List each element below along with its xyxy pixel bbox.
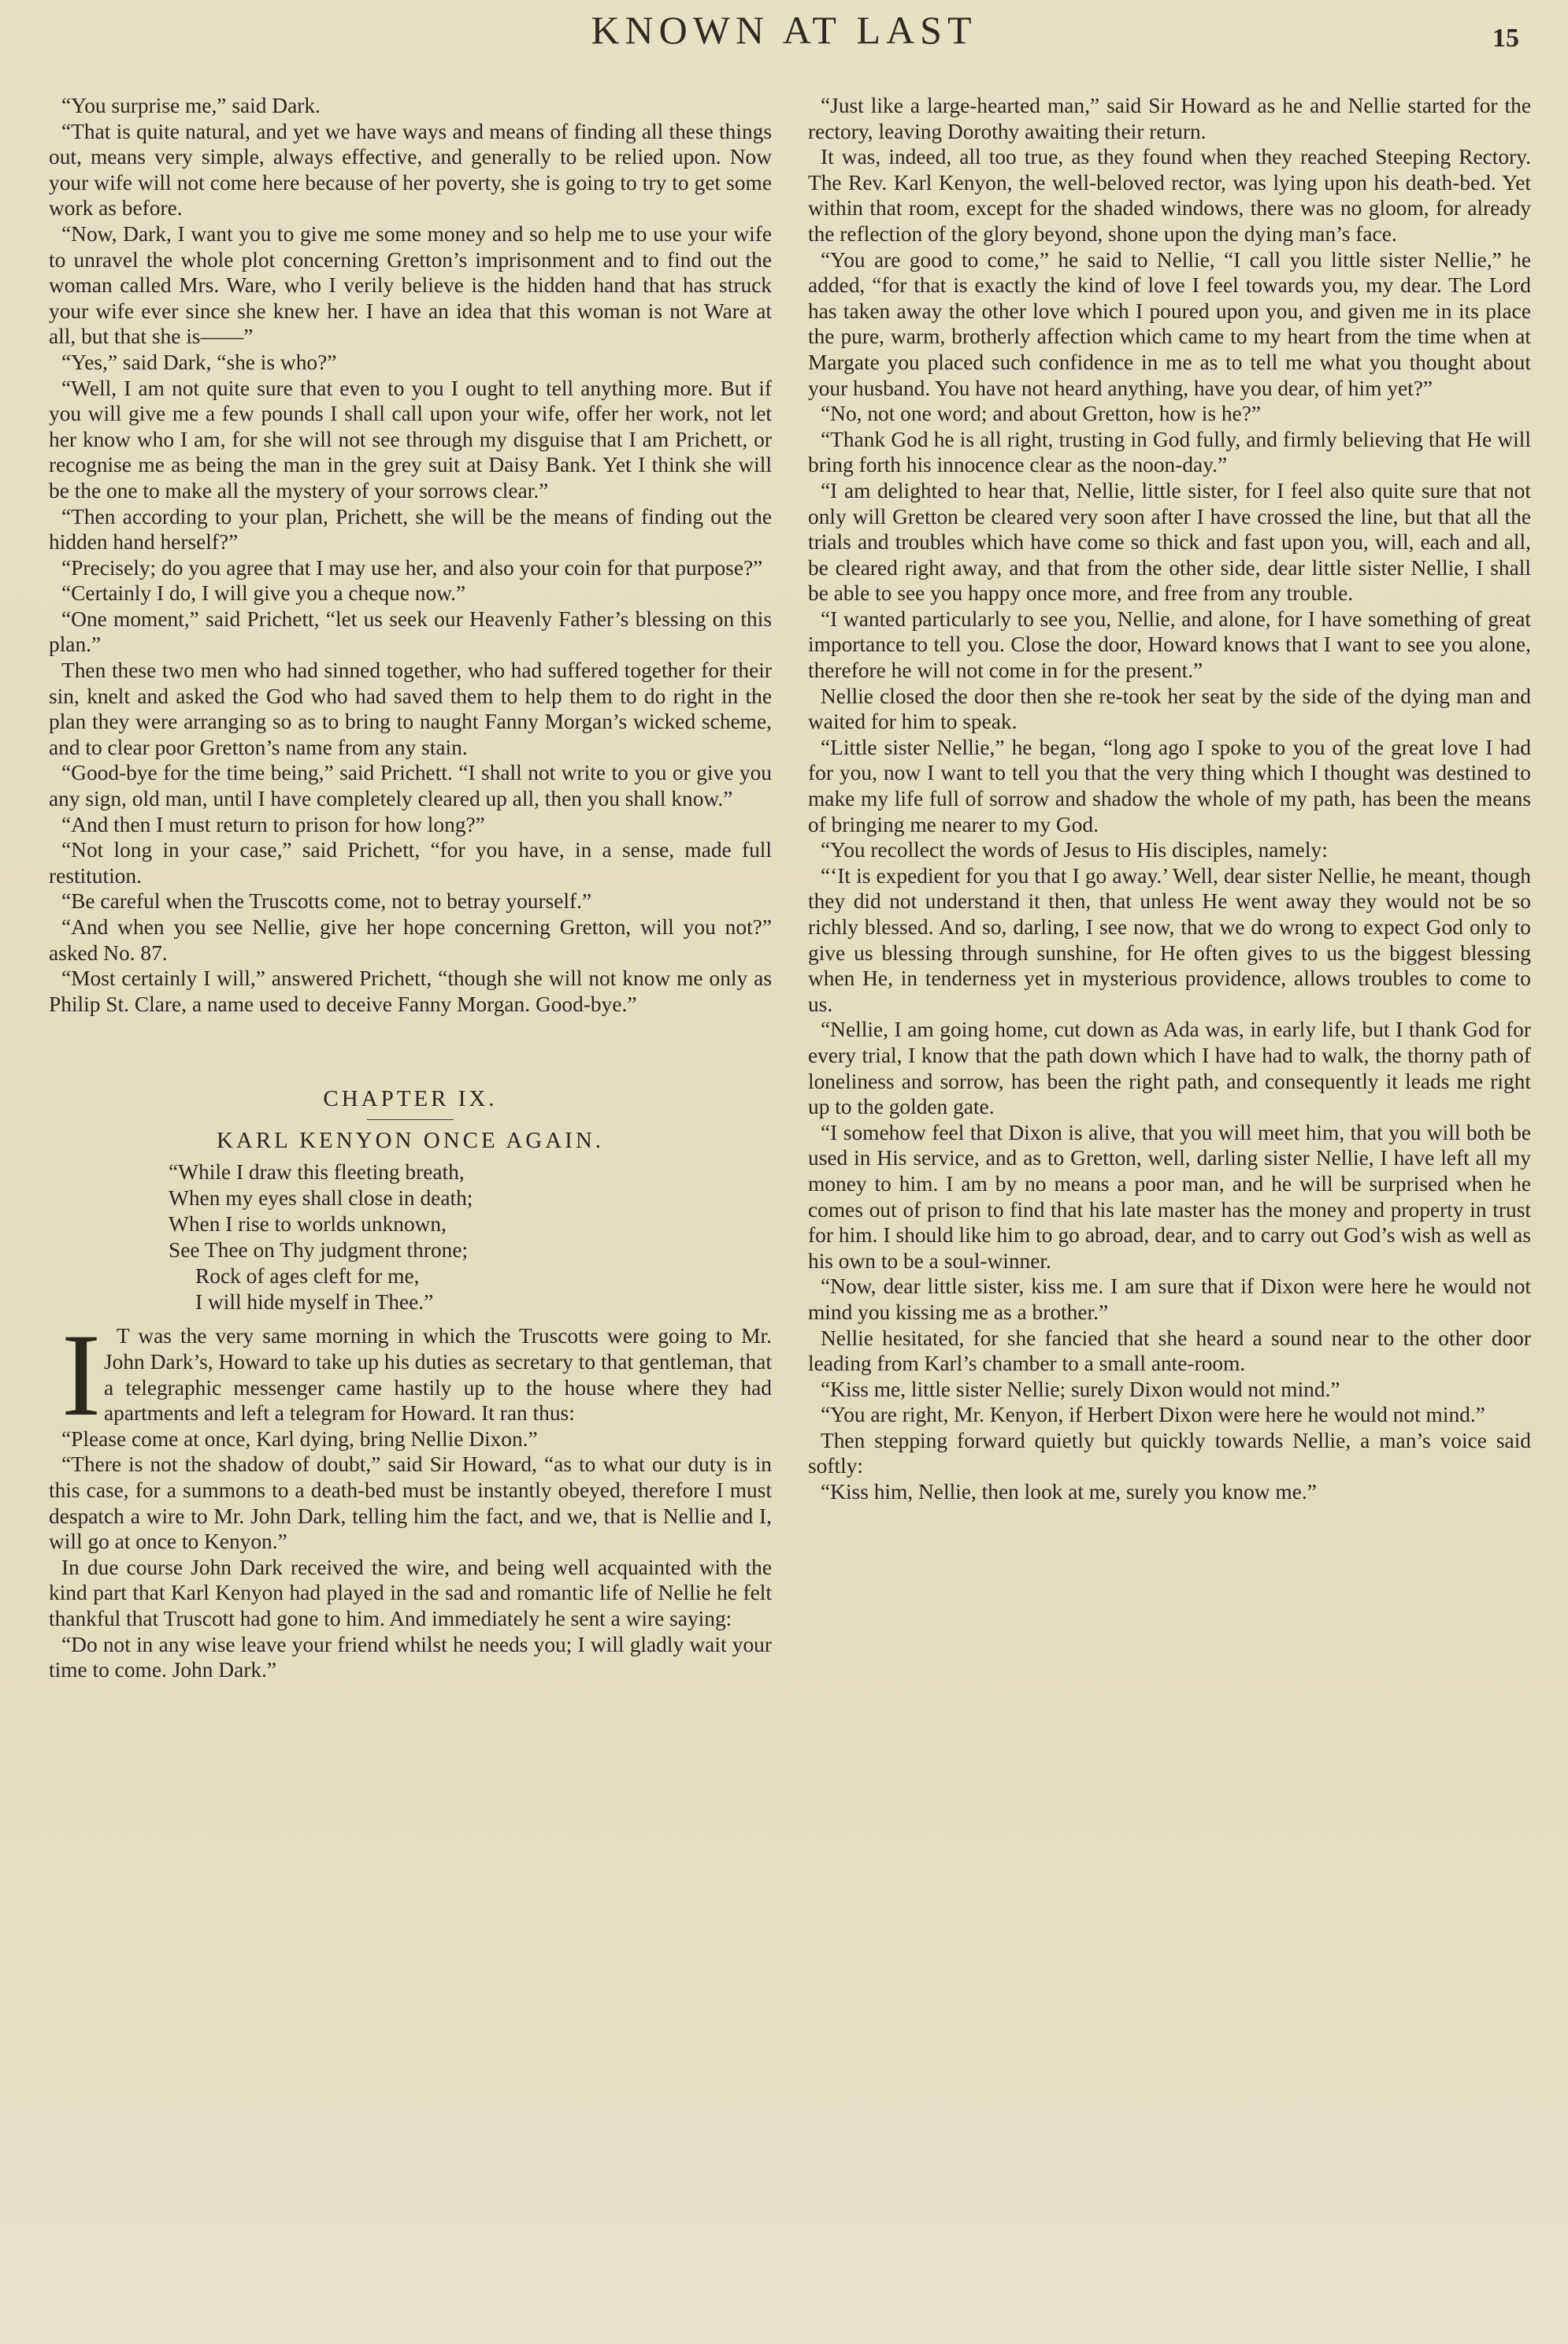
paragraph: In due course John Dark received the wire, and being well acquainted with the kind part that Karl Kenyon had played in the sad and romantic life of Nellie he felt thankful that Truscott had gone to him. And immediately he sent a wire saying: [49, 1555, 772, 1630]
page-number: 15 [1492, 24, 1519, 53]
paragraph: “You are good to come,” he said to Nellie, “I call you little sister Nellie,” he added, “for that is exactly the kind of love I feel towards you, my dear. The Lord has taken away the other love which I poured upon you, and given me in its place the pure, warm, brotherly affection which came to my heart from the time when at Margate you placed such confidence in me as to tell me what you thought about your husband. You have not heard anything, have you dear, of him yet?” [808, 247, 1531, 400]
paragraph: “Now, Dark, I want you to give me some money and so help me to use your wife to unravel the whole plot concerning Gretton’s imprisonment and to find out the woman called Mrs. Ware, who I verily believe is the hidden hand that has struck your wife ever since she knew her. I have an idea that this woman is not Ware at all, but that she is——” [49, 221, 772, 349]
paragraph: “Good-bye for the time being,” said Prichett. “I shall not write to you or give you any sign, old man, until I have completely cleared up all, then you shall know.” [49, 761, 772, 811]
paragraph: “One moment,” said Prichett, “let us seek our Heavenly Father’s blessing on this plan.” [49, 606, 772, 657]
paragraph: “You are right, Mr. Kenyon, if Herbert Dixon were here he would not mind.” [821, 1403, 1485, 1427]
chapter-heading [49, 1085, 772, 1155]
verse-line: See Thee on Thy judgment throne; [169, 1238, 469, 1263]
paragraph: “And when you see Nellie, give her hope concerning Gretton, will you not?” asked No. 87. [49, 915, 772, 965]
paragraph: “Little sister Nellie,” he began, “long ago I spoke to you of the great love I had for you, now I want to tell you that the very thing which I thought was destined to make my life full of sorrow and shadow the whole of my path, has been the means of bringing me nearer to my God. [808, 735, 1531, 836]
verse-line: I will hide myself in Thee.” [195, 1290, 434, 1315]
paragraph: “Certainly I do, I will give you a cheque now.” [61, 581, 466, 606]
paragraph: “Just like a large-hearted man,” said Sir Howard as he and Nellie started for the rectory, leaving Dorothy awaiting their return. [808, 94, 1531, 143]
paragraph: “There is not the shadow of doubt,” said Sir Howard, “as to what our duty is in this case, for a summons to a death-bed must be instantly obeyed, therefore I must despatch a wire to Mr. John Dark, telling him the fact, and we, that is Nellie and I, will go at once to Kenyon.” [49, 1452, 772, 1554]
paragraph: “‘It is expedient for you that I go away.’ Well, dear sister Nellie, he meant, though they did not understand it then, that unless He went away they would not be so richly blessed. And so, darling, I see now, that we do wrong to expect God only to give us blessing through sunshine, for He often gives to us the biggest blessing when He, in tenderness yet in mysterious providence, allows troubles to come to us. [808, 863, 1531, 1016]
left-column [49, 93, 772, 1683]
chapter-divider [367, 1119, 454, 1120]
verse-line: Rock of ages cleft for me, [195, 1264, 420, 1289]
paragraph: Nellie hesitated, for she fancied that she heard a sound near to the other door leading from Karl’s chamber to a small ante-room. [808, 1326, 1531, 1376]
paragraph: “I wanted particularly to see you, Nellie, and alone, for I have something of great importance to tell you. Close the door, Howard knows that I want to see you alone, therefore he will not come in for the present.” [808, 606, 1531, 683]
paragraph: “Then according to your plan, Prichett, she will be the means of finding out the hidden hand herself?” [49, 504, 772, 554]
paragraph: Then these two men who had sinned together, who had suffered together for their sin, knelt and asked the God who had saved them to help them to do right in the plan they were arranging so as to bring to naught Fanny Morgan’s wicked scheme, and to clear poor Gretton’s name from any stain. [49, 658, 772, 759]
paragraph: Then stepping forward quietly but quickly towards Nellie, a man’s voice said softly: [808, 1428, 1531, 1478]
paragraph: “Most certainly I will,” answered Prichett, “though she will not know me only as Philip St. Clare, a name used to deceive Fanny Morgan. Good-bye.” [49, 966, 772, 1016]
left-column-paragraphs [49, 93, 772, 1017]
paragraph: “You recollect the words of Jesus to His disciples, namely: [821, 838, 1328, 862]
paragraph: “Thank God he is all right, trusting in God fully, and firmly believing that He will bring forth his innocence clear as the noon-day.” [808, 427, 1531, 477]
paragraph: “Be careful when the Truscotts come, not to betray yourself.” [61, 889, 592, 914]
paragraph: “I am delighted to hear that, Nellie, little sister, for I feel also quite sure that not only will Gretton be cleared very soon after I have crossed the line, but that all the trials and troubles which have come so thick and fast upon you, will, each and all, be cleared right away, and that from the other side, dear little sister Nellie, I shall be able to see you happy once more, and free from any trouble. [808, 478, 1531, 606]
paragraph: “You surprise me,” said Dark. [61, 94, 321, 117]
chapter-epigraph-verse [169, 1159, 772, 1315]
paragraph: “No, not one word; and about Gretton, how is he?” [821, 402, 1262, 426]
right-column-paragraphs [808, 93, 1531, 1505]
paragraph: It was, indeed, all too true, as they found when they reached Steeping Rectory. The Rev. Karl Kenyon, the well-beloved rector, was lying upon his death-bed. Yet within that room, except for the shaded windows, there was no gloom, for already the reflection of the glory beyond, shone upon the dying man’s face. [808, 145, 1531, 246]
left-column-after-chapter [49, 1426, 772, 1683]
drop-cap-letter: I [61, 1310, 101, 1441]
paragraph: “Do not in any wise leave your friend whilst he needs you; I will gladly wait your time to come. John Dark.” [49, 1632, 772, 1682]
paragraph: “That is quite natural, and yet we have ways and means of finding all these things out, means very simple, always effective, and generally to be relied upon. Now your wife will not come here because of her poverty, she is going to try to get some work as before. [49, 119, 772, 221]
paragraph: Nellie closed the door then she re-took her seat by the side of the dying man and waited for him to speak. [808, 684, 1531, 734]
verse-line: When I rise to worlds unknown, [169, 1212, 447, 1237]
chapter-subtitle: KARL KENYON ONCE AGAIN. [216, 1128, 605, 1154]
paragraph: “I somehow feel that Dixon is alive, that you will meet him, that you will both be used in His service, and as to Gretton, well, darling sister Nellie, I have left all my money to him. I am by no means a poor man, and he will be surprised when he comes out of prison to find that his late master has the money and property in trust for him. I should like him to go abroad, dear, and to carry out God’s wish as well as his own to be a soul-winner. [808, 1120, 1531, 1273]
paragraph: “Well, I am not quite sure that even to you I ought to tell anything more. But if you will give me a few pounds I shall call upon your wife, offer her work, not let her know who I am, for she will not see through my disguise that I am Prichett, or recognise me as being the man in the grey suit at Daisy Bank. Yet I think she will be the one to make all the mystery of your sorrows clear.” [49, 376, 772, 503]
running-title: KNOWN AT LAST [591, 8, 977, 52]
verse-line: When my eyes shall close in death; [169, 1186, 473, 1211]
paragraph: “Please come at once, Karl dying, bring Nellie Dixon.” [61, 1426, 538, 1451]
paragraph: “And then I must return to prison for how long?” [61, 812, 485, 836]
paragraph: “Precisely; do you agree that I may use her, and also your coin for that purpose?” [61, 555, 763, 580]
paragraph: “Now, dear little sister, kiss me. I am sure that if Dixon were here he would not mind you kissing me as a brother.” [808, 1274, 1531, 1324]
paragraph: “Nellie, I am going home, cut down as Ada was, in early life, but I thank God for every trial, I know that the path down which I have had to walk, the thorny path of loneliness and sorrow, has been the right path, and consequently it leads me right up to the golden gate. [808, 1018, 1531, 1119]
paragraph: “Yes,” said Dark, “she is who?” [61, 350, 337, 374]
chapter-title: CHAPTER IX. [323, 1086, 498, 1112]
paragraph: “Not long in your case,” said Prichett, “for you have, in a sense, made full restitution. [49, 838, 772, 888]
right-column [808, 93, 1531, 1505]
paragraph: “Kiss me, little sister Nellie; surely Dixon would not mind.” [821, 1377, 1340, 1401]
verse-line: “While I draw this fleeting breath, [169, 1160, 465, 1185]
chapter-opening-text: T was the very same morning in which the Truscotts were going to Mr. John Dark’s, Howard to take up his duties as secretary to that gentleman, that a telegraphic messenger came hastily up to the house where they had apartments and left a telegram for Howard. It ran thus: [104, 1324, 772, 1426]
paragraph: “Kiss him, Nellie, then look at me, surely you know me.” [821, 1480, 1317, 1504]
